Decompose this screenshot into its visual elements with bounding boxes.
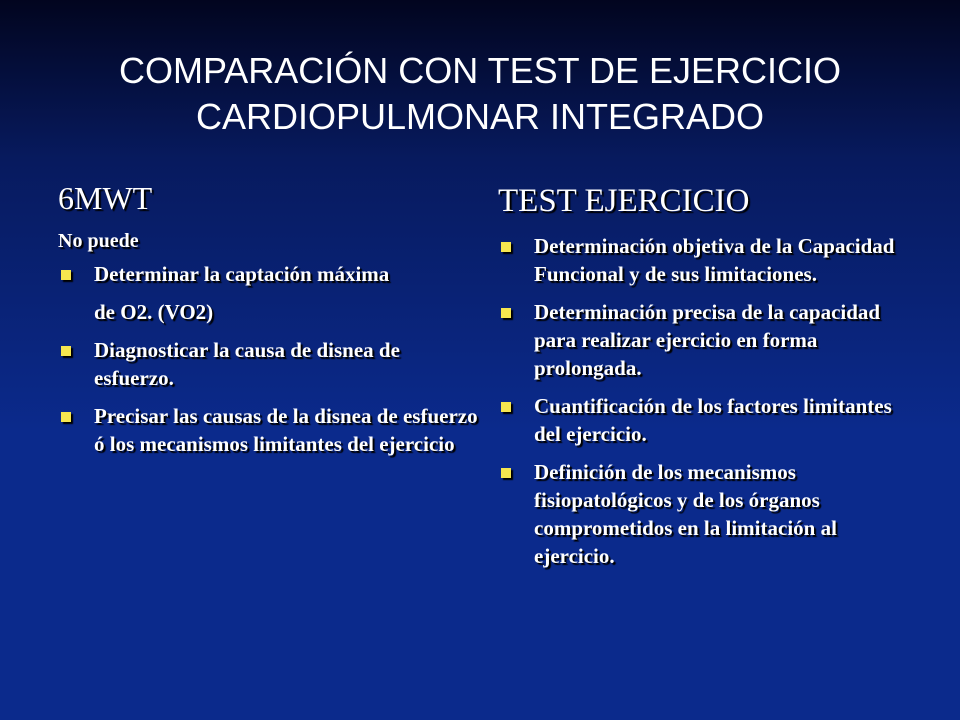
list-item [498, 392, 918, 448]
list-item-text: Diagnosticar la causa de disnea de esfuerzo. [94, 338, 400, 390]
slide-title [60, 48, 900, 140]
square-bullet-icon [501, 402, 511, 412]
list-item [58, 260, 478, 326]
left-column-heading: 6MWT [58, 180, 153, 216]
right-bullet-list [498, 232, 918, 570]
list-item [58, 336, 478, 392]
list-item-text: Determinar la captación máxima [94, 262, 390, 286]
right-column-test-ejercicio [498, 180, 918, 580]
list-item-text: Determinación precisa de la capacidad para realizar ejercicio en forma prolongada. [534, 300, 881, 380]
title-line-1: COMPARACIÓN CON TEST DE EJERCICIO [118, 50, 842, 91]
list-item-text: Cuantificación de los factores limitantes del ejercicio. [534, 394, 892, 446]
square-bullet-icon [501, 308, 511, 318]
list-item-text: Precisar las causas de la disnea de esfuerzo ó los mecanismos limitantes del ejercicio [94, 404, 478, 456]
square-bullet-icon [61, 346, 71, 356]
right-column-heading: TEST EJERCICIO [498, 183, 750, 219]
list-item [498, 458, 918, 570]
title-line-2: CARDIOPULMONAR INTEGRADO [195, 96, 765, 137]
list-item [58, 402, 478, 458]
square-bullet-icon [61, 270, 71, 280]
square-bullet-icon [501, 242, 511, 252]
square-bullet-icon [61, 412, 71, 422]
left-column-6mwt [58, 178, 478, 468]
list-item [498, 298, 918, 382]
left-column-subheading: No puede [58, 230, 139, 252]
square-bullet-icon [501, 468, 511, 478]
left-bullet-list [58, 260, 478, 458]
list-item-text: Definición de los mecanismos fisiopatológicos y de los órganos comprometidos en la limitación al ejercicio. [534, 460, 837, 568]
list-item [498, 232, 918, 288]
list-item-text: Determinación objetiva de la Capacidad Funcional y de sus limitaciones. [534, 234, 895, 286]
list-item-continuation: de O2. (VO2) [94, 300, 214, 324]
